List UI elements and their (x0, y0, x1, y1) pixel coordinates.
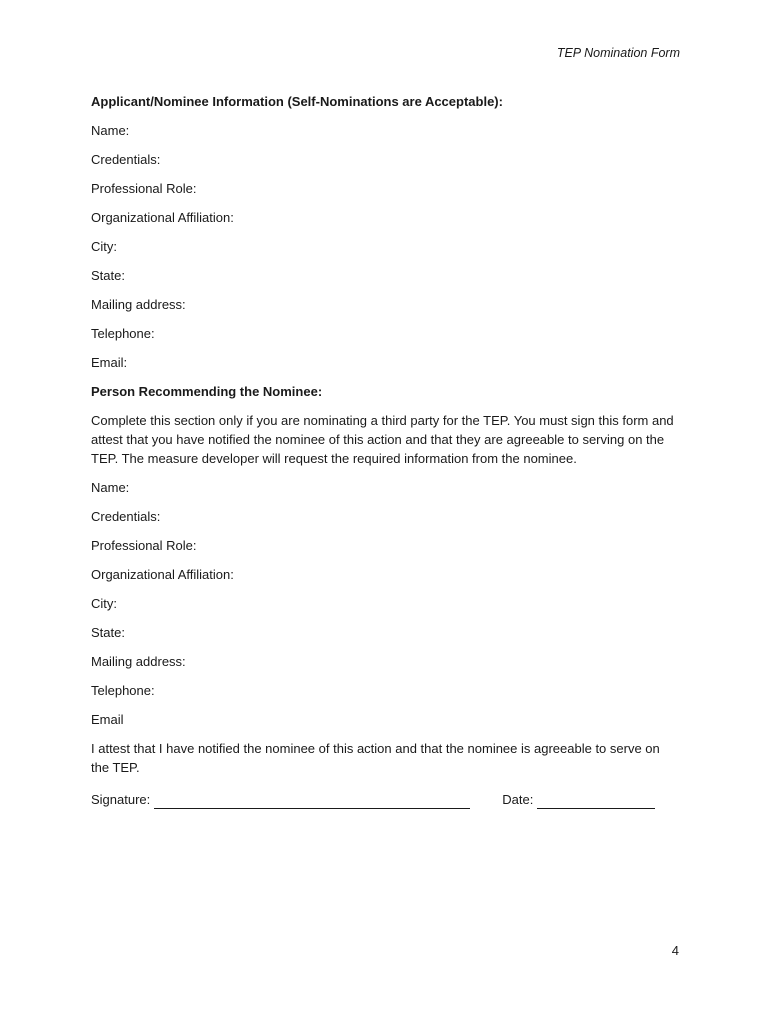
page-number: 4 (671, 943, 679, 958)
date-label: Date: (502, 792, 534, 807)
attestation-statement: I attest that I have notified the nominee of this action and that the nominee is agreeable to serve on the TEP. (91, 741, 660, 775)
applicant-organizational-affiliation-field: Organizational Affiliation: (91, 210, 234, 225)
applicant-credentials-field: Credentials: (91, 152, 161, 167)
recommender-section-heading: Person Recommending the Nominee: (91, 384, 323, 399)
recommender-telephone-field: Telephone: (91, 683, 155, 698)
applicant-email-field: Email: (91, 355, 128, 370)
recommender-instructions: Complete this section only if you are nominating a third party for the TEP. You must sign this form and attest that you have notified the nominee of this action and that they are agreeable to serving on the TEP. The measure developer will request the required information from the nominee. (91, 413, 674, 466)
signature-label: Signature: (91, 792, 151, 807)
recommender-mailing-address-field: Mailing address: (91, 654, 186, 669)
applicant-name-field: Name: (91, 123, 130, 138)
applicant-telephone-field: Telephone: (91, 326, 155, 341)
applicant-city-field: City: (91, 239, 117, 254)
signature-row (91, 787, 681, 809)
applicant-professional-role-field: Professional Role: (91, 181, 197, 196)
recommender-organizational-affiliation-field: Organizational Affiliation: (91, 567, 234, 582)
recommender-name-field: Name: (91, 480, 130, 495)
date-line[interactable] (537, 793, 655, 809)
applicant-state-field: State: (91, 268, 125, 283)
recommender-credentials-field: Credentials: (91, 509, 161, 524)
recommender-email-field: Email (91, 712, 124, 727)
applicant-mailing-address-field: Mailing address: (91, 297, 186, 312)
applicant-fields (91, 121, 681, 382)
recommender-city-field: City: (91, 596, 117, 611)
signature-line[interactable] (154, 793, 470, 809)
recommender-fields (91, 478, 681, 739)
page-header-title: TEP Nomination Form (556, 46, 680, 60)
recommender-state-field: State: (91, 625, 125, 640)
form-content (91, 92, 681, 809)
recommender-professional-role-field: Professional Role: (91, 538, 197, 553)
applicant-section-heading: Applicant/Nominee Information (Self-Nominations are Acceptable): (91, 94, 503, 109)
